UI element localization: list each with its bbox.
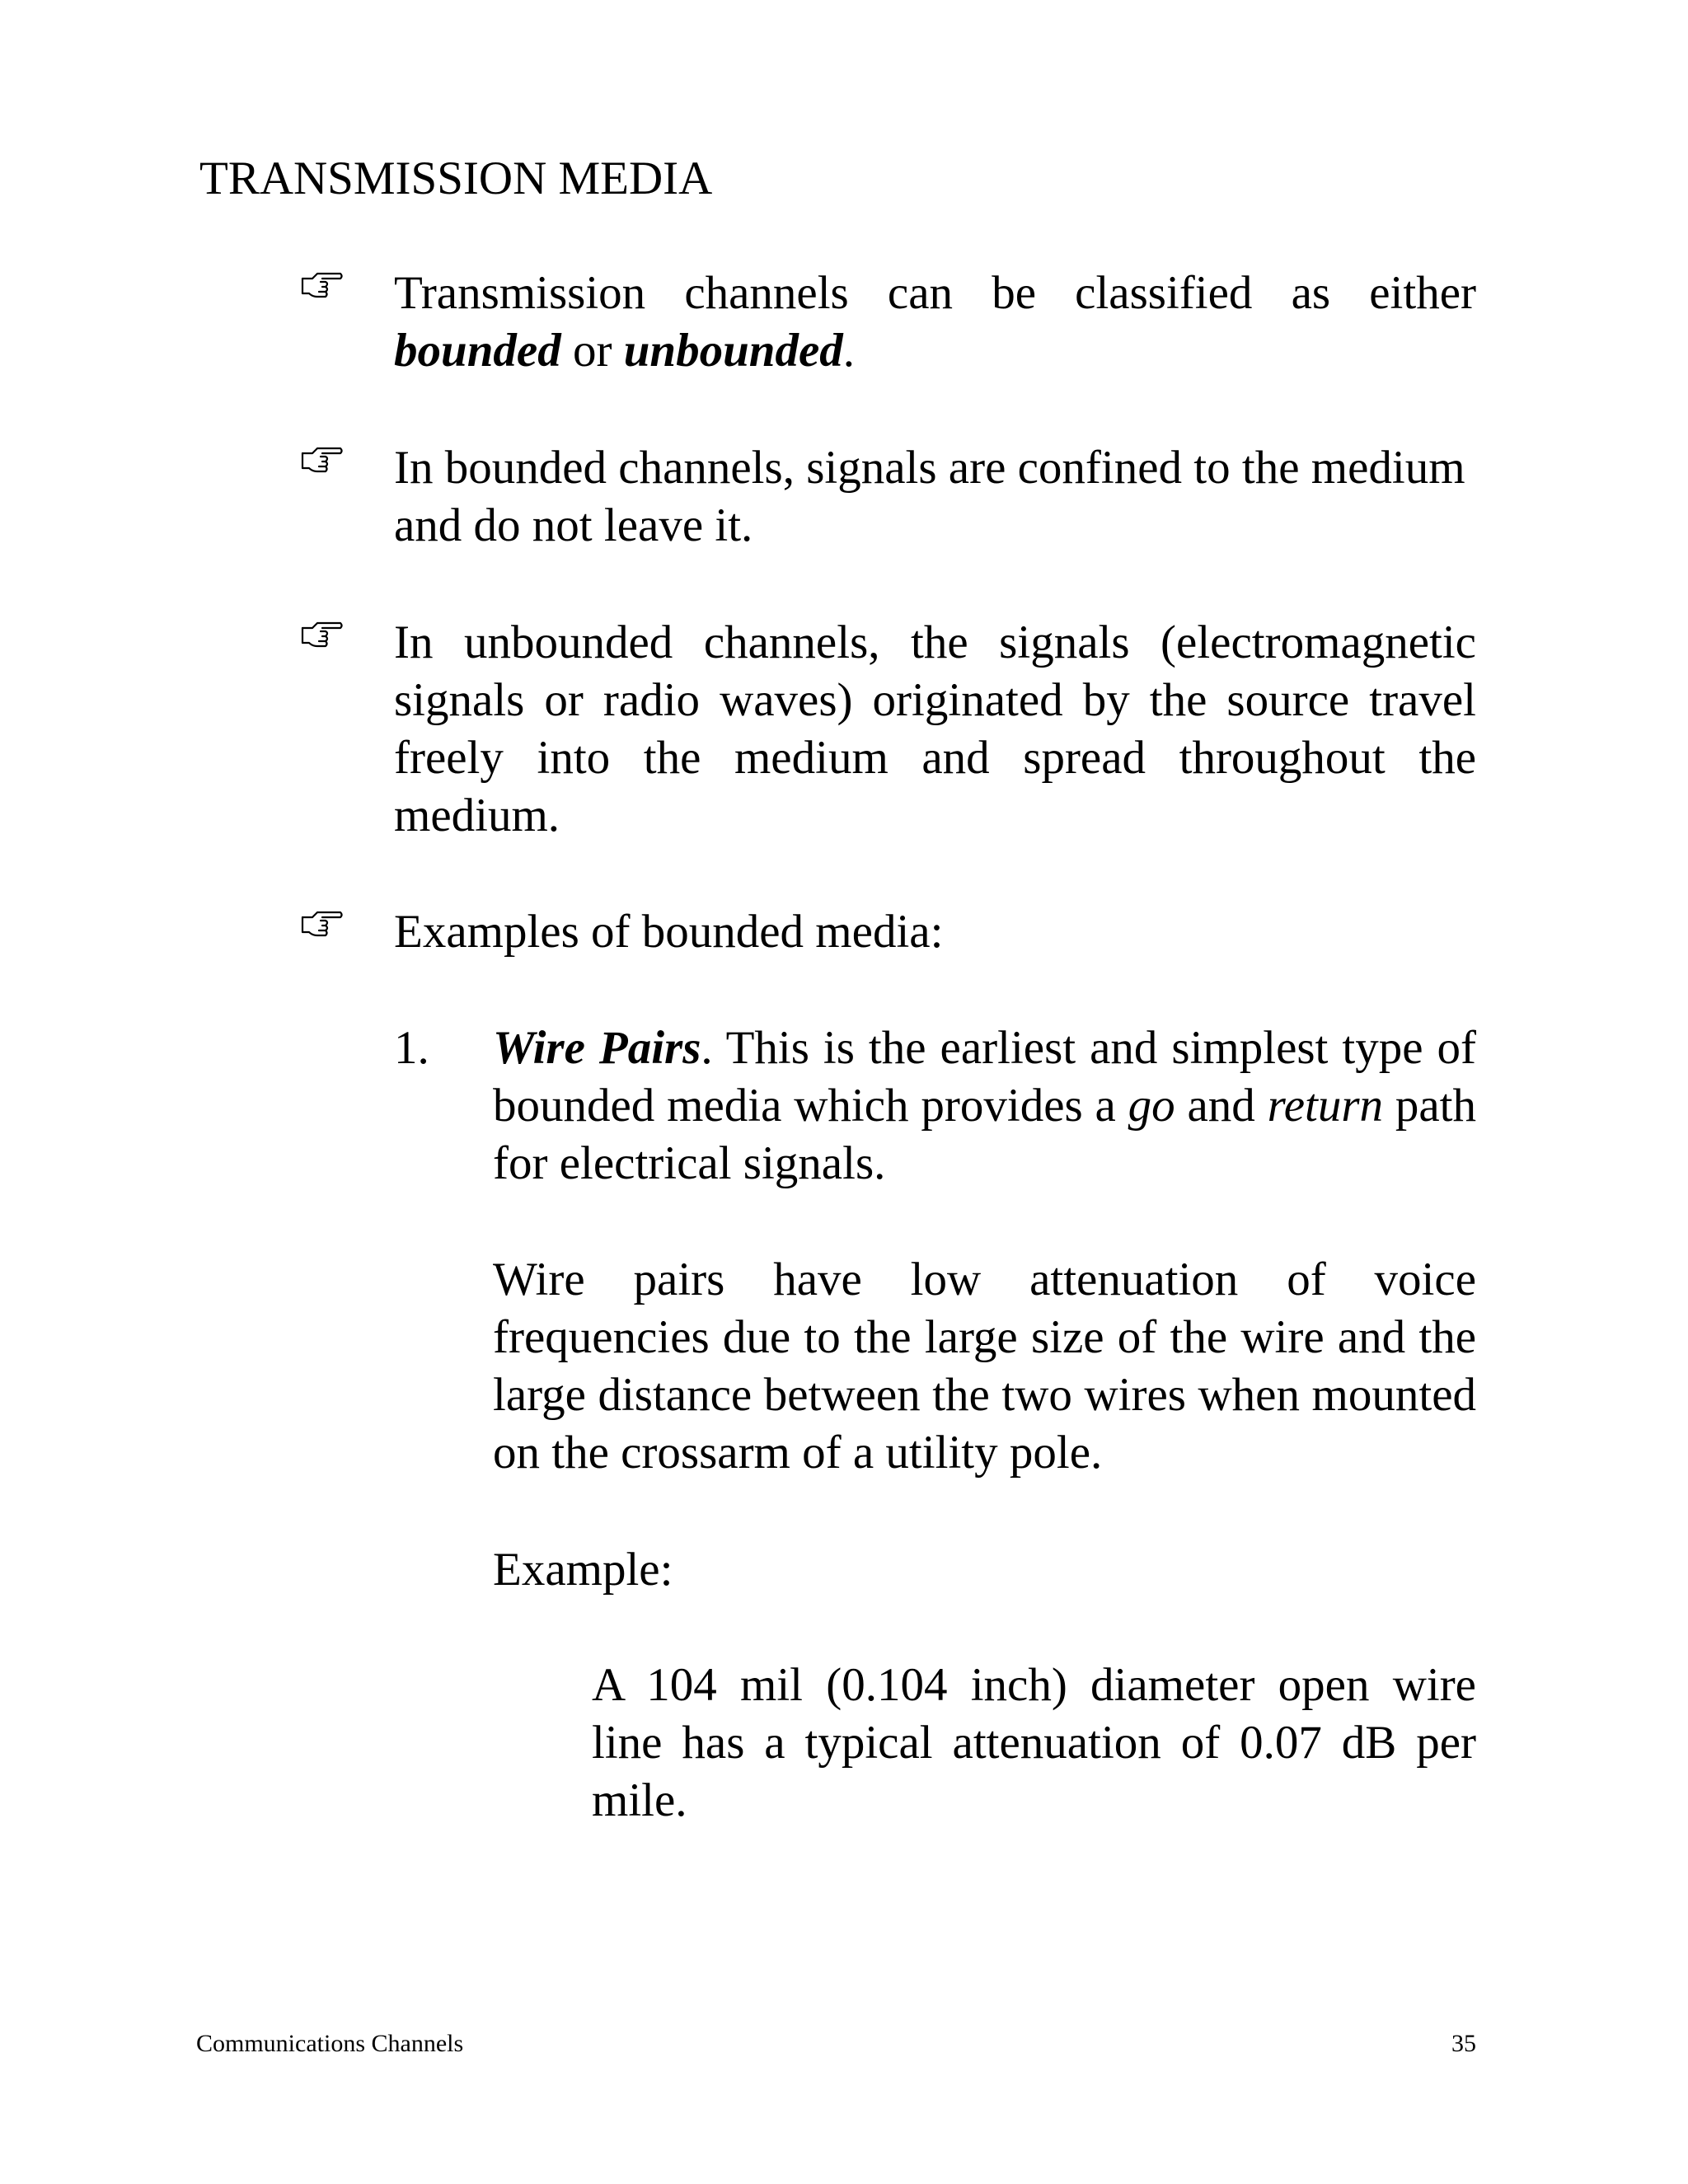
pointing-hand-icon — [301, 443, 344, 476]
pointing-hand-icon — [301, 269, 344, 302]
footer-title: Communications Channels — [196, 2030, 464, 2057]
example-label: Example: — [493, 1544, 673, 1596]
return-term: return — [1267, 1080, 1384, 1132]
wire-pairs-attenuation-paragraph: Wire pairs have low attenuation of voice frequencies due to the large size of the wire and the large distance between the two wires when mounted on the crossarm of a utility pole. — [493, 1254, 1476, 1479]
page-number: 35 — [1451, 2030, 1476, 2057]
bullet-1-text-b: or — [560, 325, 624, 377]
wire-pairs-text-c: path for electrical signals. — [493, 1080, 1477, 1189]
example-text: A 104 mil (0.104 inch) diameter open wire line has a typical attenuation of 0.07 dB per mile. — [592, 1659, 1476, 1826]
pointing-hand-icon — [301, 618, 344, 651]
unbounded-term: unbounded — [623, 325, 843, 377]
wire-pairs-text-a: . This is the earliest and simplest type of bounded media which provides a — [493, 1022, 1476, 1132]
go-term: go — [1128, 1080, 1175, 1132]
wire-pairs-paragraph — [493, 1019, 1476, 1193]
pointing-hand-icon — [301, 907, 344, 940]
bullet-paragraph-4: Examples of bounded media: — [394, 906, 944, 958]
wire-pairs-text-b: and — [1175, 1080, 1268, 1132]
bullet-paragraph-2: In bounded channels, signals are confined to the medium and do not leave it. — [394, 442, 1465, 551]
bullet-1-text-a: Transmission channels can be classified as either — [394, 267, 1476, 319]
wire-pairs-title: Wire Pairs — [493, 1022, 701, 1074]
list-number: 1. — [394, 1022, 429, 1074]
bullet-paragraph-1 — [394, 265, 1476, 380]
section-heading: TRANSMISSION MEDIA — [199, 152, 713, 204]
bounded-term: bounded — [394, 325, 561, 377]
bullet-1-text-c: . — [842, 325, 856, 377]
bullet-paragraph-3: In unbounded channels, the signals (electromagnetic signals or radio waves) originated by the source travel freely into the medium and spread throughout the medium. — [394, 616, 1476, 841]
